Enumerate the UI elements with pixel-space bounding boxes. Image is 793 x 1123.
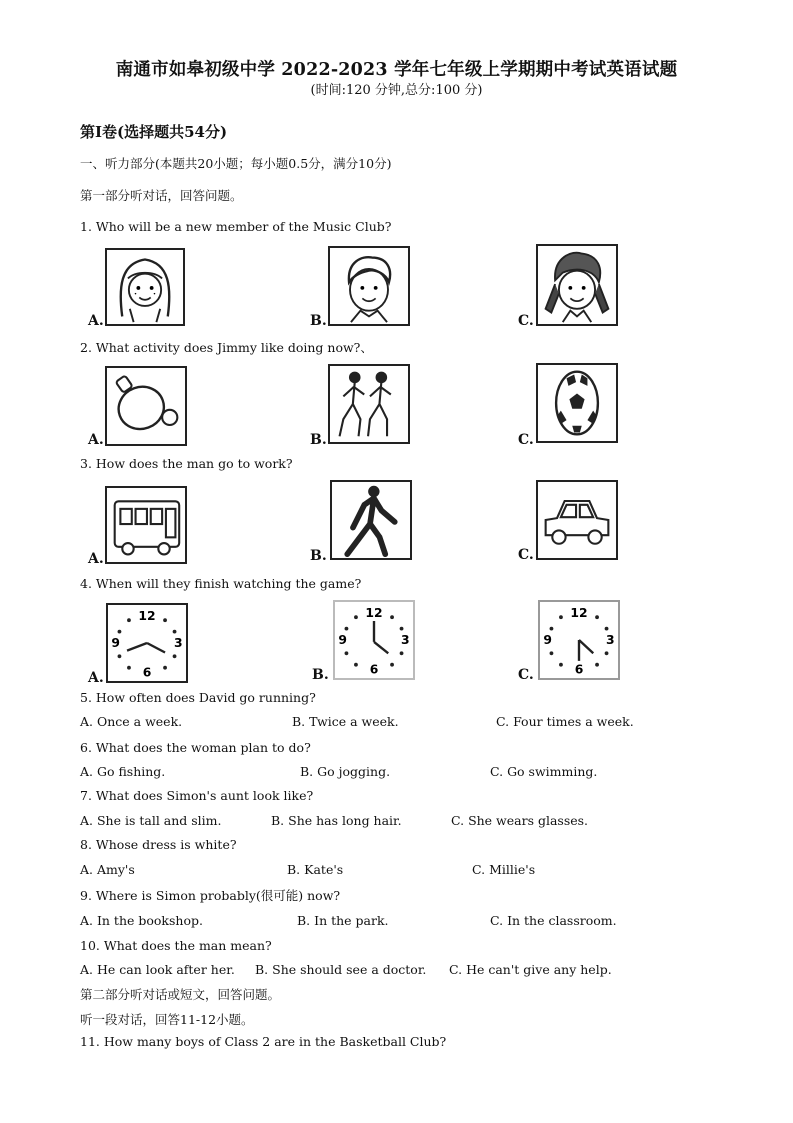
clock-numeral: 9 bbox=[338, 632, 347, 647]
option-label-b: B. bbox=[310, 313, 327, 329]
option-a: A. She is tall and slim. bbox=[80, 813, 222, 828]
clock-numeral: 6 bbox=[142, 665, 152, 680]
clock-numeral: 9 bbox=[111, 635, 120, 650]
clock-icon bbox=[106, 603, 188, 683]
part1-instruction: 第一部分听对话，回答问题。 bbox=[80, 188, 243, 203]
option-label-a: A. bbox=[88, 313, 104, 329]
option-label-c: C. bbox=[518, 313, 534, 329]
option-label-b: B. bbox=[310, 548, 327, 564]
option-c: C. He can't give any help. bbox=[449, 962, 612, 977]
option-a: A. Once a week. bbox=[80, 714, 183, 729]
option-label-a: A. bbox=[88, 551, 104, 567]
option-b: B. She has long hair. bbox=[271, 813, 402, 828]
clock-numeral: 3 bbox=[174, 635, 183, 650]
question-3: 3. How does the man go to work? bbox=[80, 456, 293, 471]
question-4: 4. When will they finish watching the game? bbox=[80, 576, 362, 591]
clock-icon bbox=[333, 600, 415, 680]
option-label-c: C. bbox=[518, 432, 534, 448]
option-label-c: C. bbox=[518, 667, 534, 683]
option-a: A. In the bookshop. bbox=[80, 913, 203, 928]
part2-instruction: 听一段对话，回答11-12小题。 bbox=[80, 1012, 254, 1027]
option-label-b: B. bbox=[310, 432, 327, 448]
part2-heading: 第二部分听对话或短文，回答问题。 bbox=[80, 987, 281, 1002]
clock-icon bbox=[538, 600, 620, 680]
clock-numeral: 3 bbox=[401, 632, 410, 647]
clock-numeral: 12 bbox=[570, 606, 588, 621]
option-b: B. Twice a week. bbox=[292, 714, 399, 729]
soccer-ball-icon bbox=[536, 363, 618, 443]
option-a: A. Go fishing. bbox=[80, 764, 166, 779]
option-b: B. Go jogging. bbox=[300, 764, 391, 779]
girl-pigtails-portrait-icon bbox=[536, 244, 618, 326]
car-icon bbox=[536, 480, 618, 560]
question-10: 10. What does the man mean? bbox=[80, 938, 272, 953]
question-8: 8. Whose dress is white? bbox=[80, 837, 237, 852]
option-c: C. Go swimming. bbox=[490, 764, 598, 779]
question-2: 2. What activity does Jimmy like doing now?、 bbox=[80, 340, 373, 355]
clock-numeral: 3 bbox=[606, 632, 615, 647]
option-c: C. In the classroom. bbox=[490, 913, 617, 928]
exam-title: 南通市如皋初级中学 2022-2023 学年七年级上学期期中考试英语试题 bbox=[115, 60, 678, 80]
clock-numeral: 12 bbox=[365, 606, 383, 621]
clock-numeral: 9 bbox=[543, 632, 552, 647]
walking-man-icon bbox=[330, 480, 412, 560]
runners-icon bbox=[328, 364, 410, 444]
option-label-a: A. bbox=[88, 432, 104, 448]
question-7: 7. What does Simon's aunt look like? bbox=[80, 788, 314, 803]
option-b: B. She should see a doctor. bbox=[255, 962, 427, 977]
part1-heading: 一、听力部分(本题共20小题；每小题0.5分，满分10分) bbox=[80, 156, 392, 171]
question-6: 6. What does the woman plan to do? bbox=[80, 740, 311, 755]
option-c: C. Millie's bbox=[472, 862, 536, 877]
option-b: B. Kate's bbox=[287, 862, 344, 877]
clock-numeral: 6 bbox=[369, 662, 379, 677]
ping-pong-icon bbox=[105, 366, 187, 446]
clock-numeral: 12 bbox=[138, 609, 156, 624]
option-c: C. She wears glasses. bbox=[451, 813, 589, 828]
option-a: A. Amy's bbox=[80, 862, 135, 877]
option-a: A. He can look after her. bbox=[80, 962, 235, 977]
girl-portrait-icon bbox=[105, 248, 185, 326]
option-label-a: A. bbox=[88, 670, 104, 686]
question-9: 9. Where is Simon probably(很可能) now? bbox=[80, 888, 341, 903]
option-label-c: C. bbox=[518, 547, 534, 563]
option-b: B. In the park. bbox=[297, 913, 389, 928]
question-5: 5. How often does David go running? bbox=[80, 690, 316, 705]
exam-subtitle: (时间:120 分钟,总分:100 分) bbox=[310, 83, 483, 98]
clock-numeral: 6 bbox=[574, 662, 584, 677]
bus-icon bbox=[105, 486, 187, 564]
option-c: C. Four times a week. bbox=[496, 714, 634, 729]
section-title: 第Ⅰ卷(选择题共54分) bbox=[80, 123, 228, 141]
question-11: 11. How many boys of Class 2 are in the Basketball Club? bbox=[80, 1034, 447, 1049]
boy-portrait-icon bbox=[328, 246, 410, 326]
option-label-b: B. bbox=[312, 667, 329, 683]
question-1: 1. Who will be a new member of the Music Club? bbox=[80, 219, 392, 234]
